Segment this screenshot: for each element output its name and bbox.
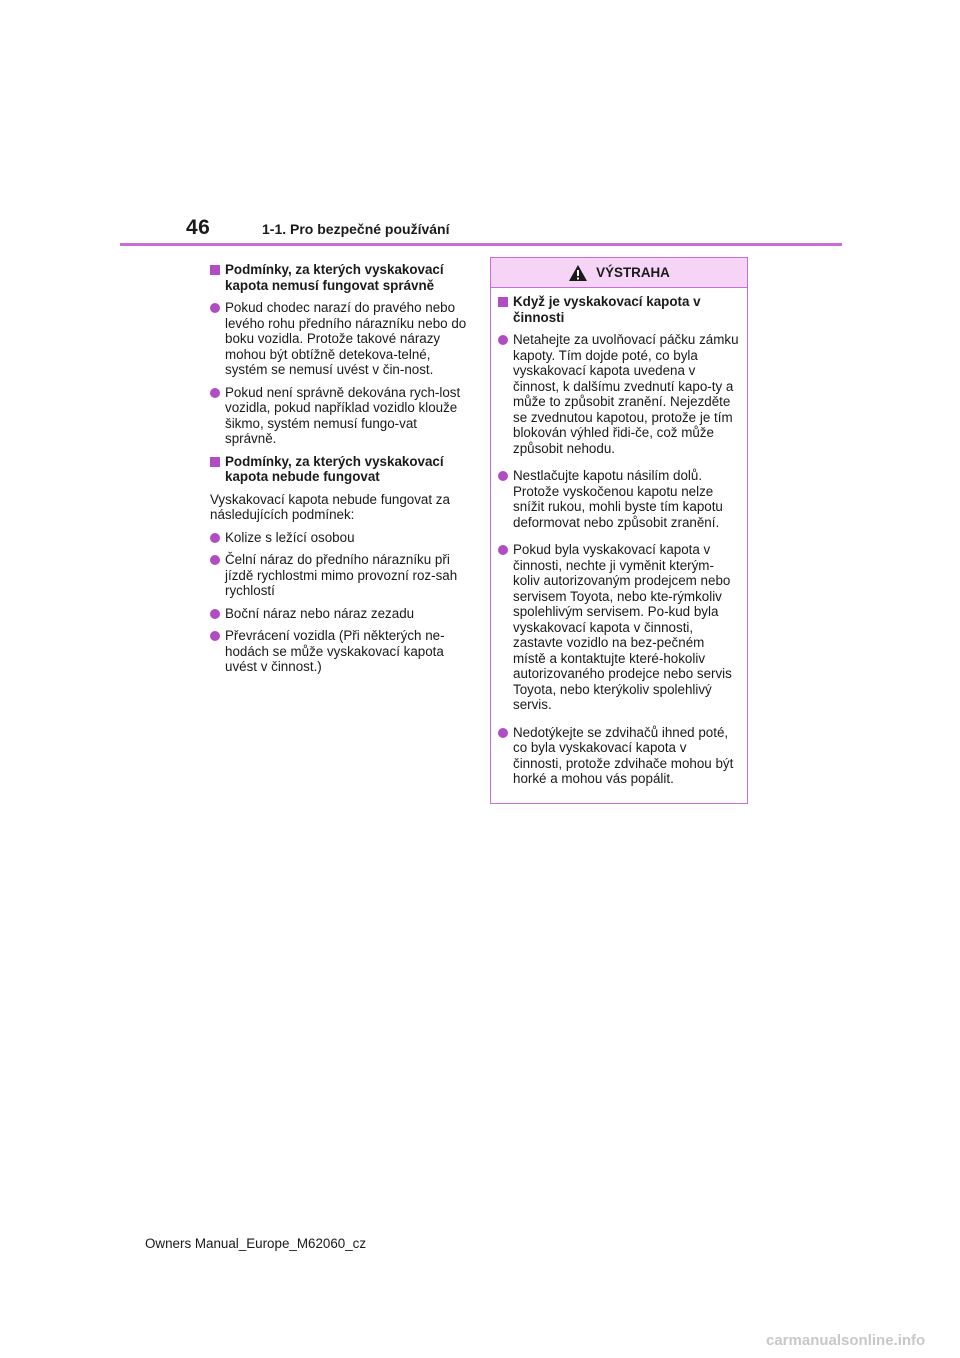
conditions-heading-1	[210, 262, 472, 293]
square-bullet-icon	[210, 457, 220, 467]
footer-text: Owners Manual_Europe_M62060_cz	[145, 1236, 367, 1251]
warning-body	[491, 288, 747, 787]
round-bullet-icon	[498, 335, 508, 345]
warning-title: VÝSTRAHA	[596, 265, 670, 280]
list-item-text: Převrácení vozidla (Při některých ne-hodách se může vyskakovací kapota uvést v činnost.)	[225, 628, 445, 674]
list-item-text: Nestlačujte kapotu násilím dolů. Protože vyskočenou kapotu nelze snížit rukou, mohli byste tím kapotu deformovat nebo způsobit zranění.	[513, 468, 723, 530]
list-item-text: Pokud chodec narazí do pravého nebo levého rohu předního nárazníku nebo do boku vozidla. Protože takové nárazy mohou být obtížně detekova-telné, systém se nemusí uvést v čin-nost.	[225, 300, 467, 377]
round-bullet-icon	[498, 728, 508, 738]
warning-triangle-icon	[568, 264, 588, 282]
list-item-text: Boční náraz nebo náraz zezadu	[225, 605, 415, 621]
list-item-text: Kolize s ležící osobou	[225, 529, 355, 545]
round-bullet-icon	[498, 471, 508, 481]
conditions-heading-2	[210, 454, 472, 485]
round-bullet-icon	[210, 388, 220, 398]
warning-box	[490, 257, 748, 804]
heading-text: Když je vyskakovací kapota v činnosti	[513, 294, 701, 325]
list-item	[210, 606, 472, 622]
round-bullet-icon	[210, 631, 220, 641]
round-bullet-icon	[210, 303, 220, 313]
round-bullet-icon	[210, 555, 220, 565]
list-item	[210, 530, 472, 546]
warning-list-item	[498, 725, 739, 787]
intro-paragraph: Vyskakovací kapota nebude fungovat za následujících podmínek:	[210, 491, 450, 522]
header-divider	[120, 243, 842, 246]
page-number: 46	[186, 216, 211, 239]
heading-text: Podmínky, za kterých vyskakovací kapota nemusí fungovat správně	[225, 262, 444, 293]
list-item-text: Pokud byla vyskakovací kapota v činnosti, nechte ji vyměnit kterým-koliv autorizovaným prodejcem nebo servisem Toyota, nebo kte-rýmkoliv spolehlivým servisem. Po-kud byla vyskakovací kapota v činnosti, zastavte vozidlo na bez-pečném místě a kontaktujte které-hokoliv autorizovaného prodejce nebo servis Toyota, nebo kterýkoliv spolehlivý servis.	[513, 542, 732, 712]
list-item	[210, 552, 472, 599]
heading-text: Podmínky, za kterých vyskakovací kapota nebude fungovat	[225, 453, 444, 484]
list-item	[210, 385, 472, 447]
square-bullet-icon	[498, 297, 508, 307]
warning-list-item	[498, 542, 739, 713]
left-column	[210, 262, 472, 682]
list-item	[210, 300, 472, 378]
list-item-text: Nedotýkejte se zdvihačů ihned poté, co byla vyskakovací kapota v činnosti, protože zdvihače mohou být horké a mohou vás popálit.	[513, 724, 734, 786]
list-item-text: Netahejte za uvolňovací páčku zámku kapoty. Tím dojde poté, co byla vyskakovací kapota uvedena v činnost, k dalšímu zvednutí kapo-ty a může to způsobit zranění. Nejezděte se zvednutou kapotou, protože je tím blokován výhled řidi-če, což může způsobit nehodu.	[513, 332, 739, 456]
round-bullet-icon	[210, 533, 220, 543]
square-bullet-icon	[210, 265, 220, 275]
round-bullet-icon	[210, 609, 220, 619]
warning-header	[491, 258, 747, 288]
list-item-text: Pokud není správně dekována rych-lost vozidla, pokud například vozidlo klouže šikmo, systém nemusí fungo-vat správně.	[225, 384, 461, 446]
list-item	[210, 628, 472, 675]
round-bullet-icon	[498, 545, 508, 555]
warning-list-item	[498, 332, 739, 456]
warning-heading	[498, 294, 739, 325]
section-title: 1-1. Pro bezpečné používání	[262, 221, 450, 237]
list-item-text: Čelní náraz do předního nárazníku při jízdě rychlostmi mimo provozní roz-sah rychlostí	[225, 552, 458, 598]
warning-list-item	[498, 468, 739, 530]
watermark: carmanualsonline.info	[766, 1332, 926, 1349]
